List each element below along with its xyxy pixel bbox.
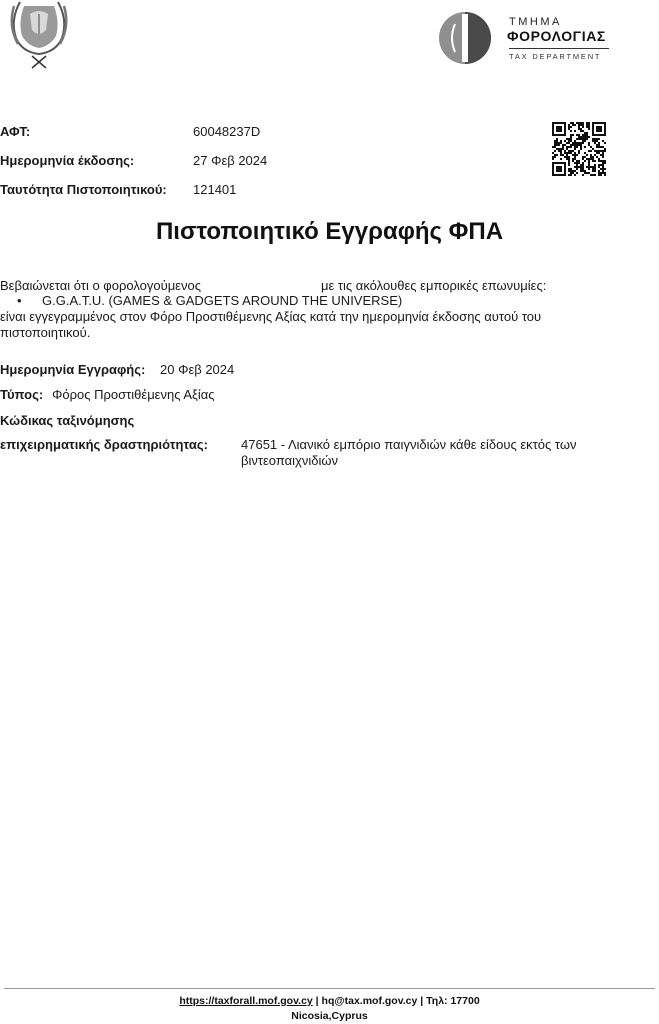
intro-text-part1: Βεβαιώνεται ότι ο φορολογούμενος — [0, 278, 201, 293]
activity-code-label-line2: επιχειρηματικής δραστηριότητας: — [0, 437, 208, 452]
statement-line1: είναι εγγεγραμμένος στον Φόρο Προστιθέμενης Αξίας κατά την ημερομηνία έκδοσης αυτού του — [0, 309, 542, 324]
footer — [0, 994, 659, 1024]
activity-code-value-line2: βιντεοπαιχνιδιών — [241, 453, 339, 468]
issue-date-value: 27 Φεβ 2024 — [193, 153, 268, 168]
footer-location: Nicosia,Cyprus — [291, 1010, 368, 1022]
tax-department-greek-line2: ΦΟΡΟΛΟΓΙΑΣ — [507, 28, 606, 44]
statement-line2: πιστοποιητικού. — [0, 325, 91, 340]
phone-text: Τηλ: 17700 — [426, 995, 480, 1007]
tax-department-logo — [437, 8, 617, 70]
website-link[interactable]: https://taxforall.mof.gov.cy — [179, 995, 313, 1007]
activity-code-label-line1: Κώδικας ταξινόμησης — [0, 413, 135, 428]
trade-name-bullet: • — [17, 293, 22, 308]
certificate-id-label: Ταυτότητα Πιστοποιητικού: — [0, 182, 167, 197]
document-title: Πιστοποιητικό Εγγραφής ΦΠΑ — [155, 218, 504, 245]
registration-date-value: 20 Φεβ 2024 — [160, 362, 235, 377]
footer-separator: | — [315, 995, 319, 1007]
coat-of-arms-logo — [6, 0, 72, 70]
logo-divider — [509, 48, 609, 49]
issue-date-label: Ημερομηνία έκδοσης: — [0, 153, 135, 168]
type-value: Φόρος Προστιθέμενης Αξίας — [52, 387, 215, 402]
tax-department-emblem-icon — [437, 8, 493, 68]
footer-divider — [4, 988, 655, 989]
certificate-id-value: 121401 — [193, 182, 237, 197]
tax-department-english: TAX DEPARTMENT — [509, 52, 602, 61]
activity-code-value-line1: 47651 - Λιανικό εμπόριο παιγνιδιών κάθε είδους εκτός των — [241, 437, 577, 452]
footer-separator: | — [420, 995, 424, 1007]
tin-label: ΑΦΤ: — [0, 124, 31, 139]
type-label: Τύπος: — [0, 387, 44, 402]
trade-name: G.G.A.T.U. (GAMES & GADGETS AROUND THE UNIVERSE) — [42, 293, 403, 308]
intro-text-part2: με τις ακόλουθες εμπορικές επωνυμίες: — [321, 278, 547, 293]
qr-code — [552, 122, 606, 176]
tax-department-greek-line1: ΤΜΗΜΑ — [509, 16, 562, 28]
tin-value: 60048237D — [193, 124, 261, 139]
email-text: hq@tax.mof.gov.cy — [321, 995, 418, 1007]
registration-date-label: Ημερομηνία Εγγραφής: — [0, 362, 146, 377]
